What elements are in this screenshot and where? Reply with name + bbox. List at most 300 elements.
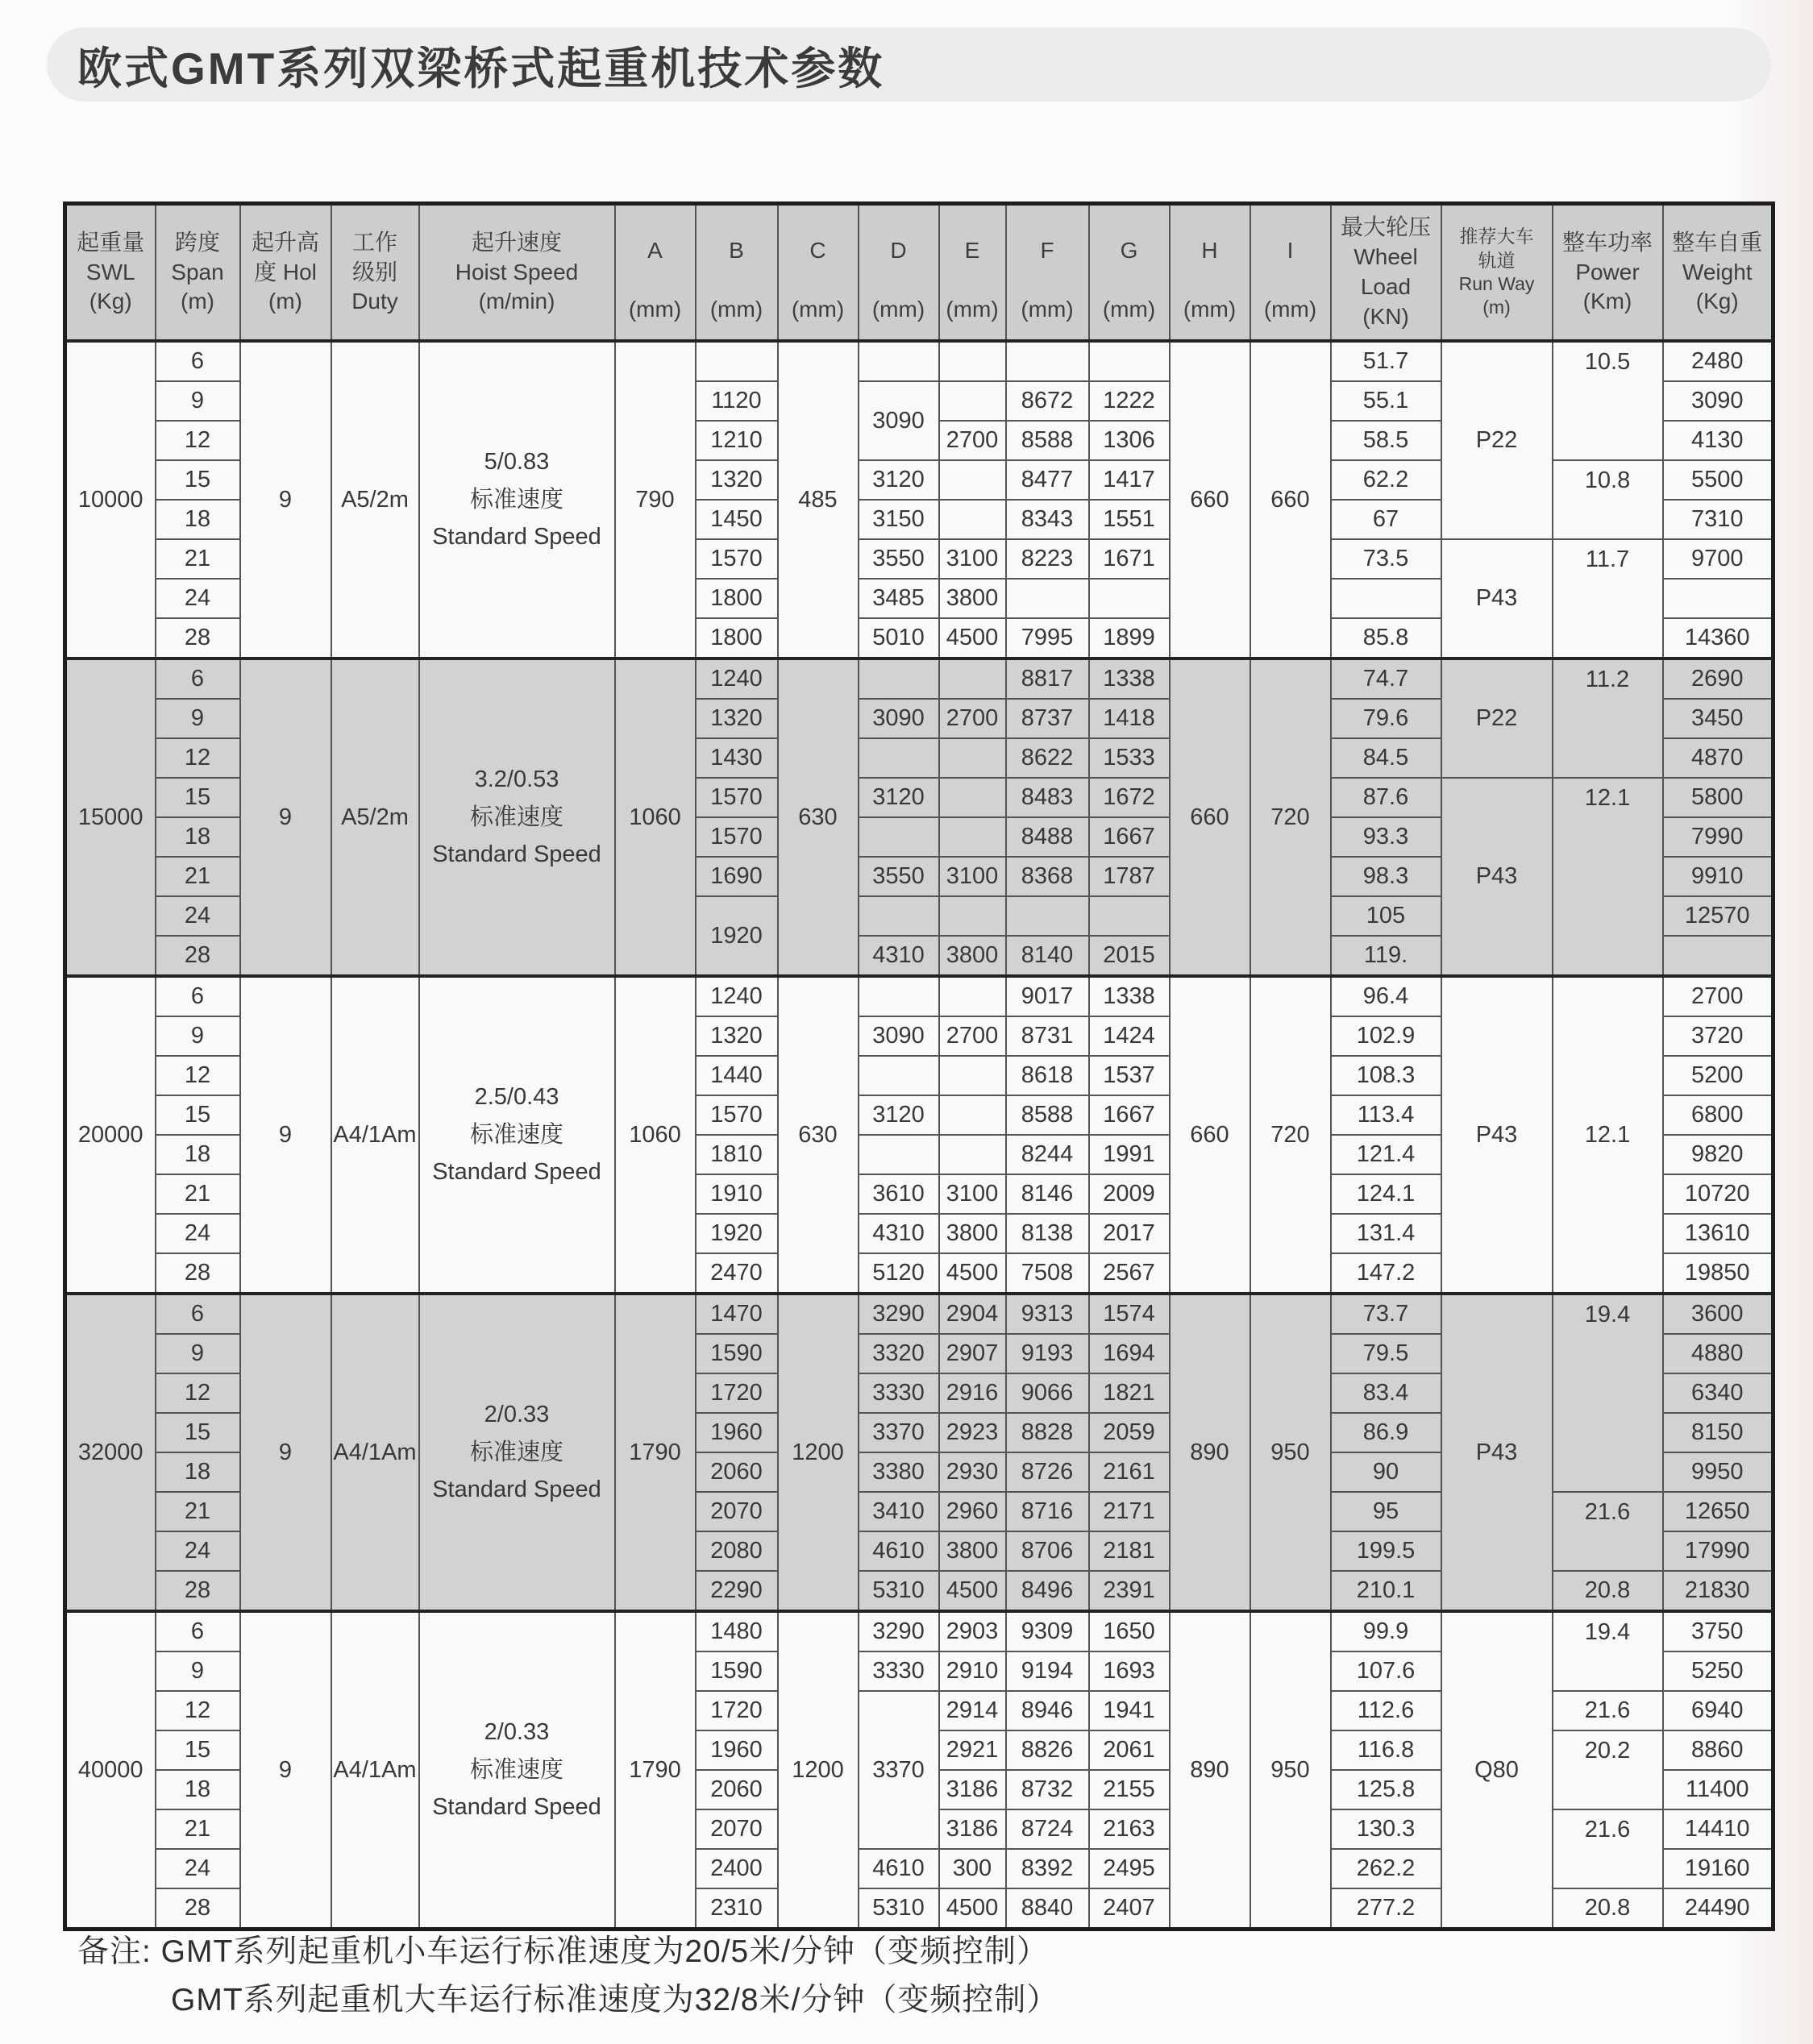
cell-power: 10.5 — [1553, 341, 1663, 460]
cell-spans: 12 — [156, 738, 240, 778]
cell-power: 19.4 — [1553, 1294, 1663, 1492]
cell-d: 3090 — [859, 699, 939, 738]
cell-d — [859, 1056, 939, 1095]
cell-wheel: 79.5 — [1331, 1334, 1441, 1373]
header-a: A (mm) — [615, 204, 696, 342]
cell-g: 2059 — [1089, 1413, 1170, 1452]
cell-wheel: 95 — [1331, 1492, 1441, 1531]
cell-wheel: 96.4 — [1331, 976, 1441, 1016]
cell-power: 21.6 — [1553, 1809, 1663, 1888]
cell-h: 890 — [1170, 1611, 1250, 1930]
cell-h: 660 — [1170, 976, 1250, 1294]
cell-wheel: 73.7 — [1331, 1294, 1441, 1334]
cell-g: 2017 — [1089, 1214, 1170, 1253]
cell-power: 12.1 — [1553, 976, 1663, 1294]
cell-f: 8716 — [1006, 1492, 1089, 1531]
cell-g: 1537 — [1089, 1056, 1170, 1095]
cell-power: 10.8 — [1553, 460, 1663, 539]
cell-e — [939, 500, 1006, 539]
cell-wheel: 121.4 — [1331, 1135, 1441, 1174]
cell-power: 12.1 — [1553, 778, 1663, 976]
cell-wheel: 62.2 — [1331, 460, 1441, 500]
cell-g — [1089, 341, 1170, 381]
cell-spans: 12 — [156, 1691, 240, 1730]
cell-b: 2060 — [696, 1770, 778, 1809]
cell-e: 2916 — [939, 1373, 1006, 1413]
cell-f: 8828 — [1006, 1413, 1089, 1452]
cell-a: 1790 — [615, 1611, 696, 1930]
cell-f: 8840 — [1006, 1888, 1089, 1930]
cell-f: 8731 — [1006, 1016, 1089, 1056]
cell-weight: 9820 — [1663, 1135, 1773, 1174]
cell-swl: 10000 — [65, 341, 156, 658]
cell-g: 1338 — [1089, 658, 1170, 699]
cell-weight: 2700 — [1663, 976, 1773, 1016]
cell-spans: 18 — [156, 1135, 240, 1174]
cell-wheel: 124.1 — [1331, 1174, 1441, 1214]
cell-spans: 12 — [156, 1056, 240, 1095]
cell-weight: 11400 — [1663, 1770, 1773, 1809]
cell-power: 11.2 — [1553, 658, 1663, 778]
cell-weight: 14360 — [1663, 618, 1773, 658]
header-run-way: 推荐大车 轨道 Run Way (m) — [1441, 204, 1553, 342]
cell-e — [939, 1056, 1006, 1095]
cell-weight: 2690 — [1663, 658, 1773, 699]
cell-b: 1120 — [696, 381, 778, 421]
cell-e: 2914 — [939, 1691, 1006, 1730]
cell-e: 3186 — [939, 1770, 1006, 1809]
cell-weight: 5800 — [1663, 778, 1773, 817]
cell-d: 3550 — [859, 857, 939, 896]
cell-b: 1720 — [696, 1691, 778, 1730]
cell-f: 8732 — [1006, 1770, 1089, 1809]
cell-b: 2470 — [696, 1253, 778, 1294]
cell-d: 5010 — [859, 618, 939, 658]
cell-e — [939, 341, 1006, 381]
cell-e: 3100 — [939, 1174, 1006, 1214]
group-20000 — [65, 976, 1773, 1294]
cell-d: 3120 — [859, 778, 939, 817]
title-bar — [47, 27, 1771, 102]
cell-b: 1800 — [696, 618, 778, 658]
cell-weight: 2480 — [1663, 341, 1773, 381]
cell-d — [859, 738, 939, 778]
cell-b: 1570 — [696, 778, 778, 817]
header-d: D (mm) — [859, 204, 939, 342]
page-title: 欧式GMT系列双梁桥式起重机技术参数 — [77, 43, 885, 93]
cell-wheel: 125.8 — [1331, 1770, 1441, 1809]
cell-spans: 6 — [156, 341, 240, 381]
cell-d: 3330 — [859, 1373, 939, 1413]
cell-spans: 24 — [156, 896, 240, 936]
cell-g: 2567 — [1089, 1253, 1170, 1294]
cell-b: 1450 — [696, 500, 778, 539]
cell-weight: 10720 — [1663, 1174, 1773, 1214]
cell-h: 660 — [1170, 341, 1250, 658]
cell-b: 1920 — [696, 896, 778, 976]
header-wheel-load: 最大轮压 Wheel Load (KN) — [1331, 204, 1441, 342]
row-span-6 — [65, 1294, 1773, 1334]
cell-f: 8140 — [1006, 936, 1089, 976]
cell-e: 2921 — [939, 1730, 1006, 1770]
cell-c: 1200 — [778, 1611, 859, 1930]
cell-spans: 15 — [156, 1095, 240, 1135]
cell-spans: 6 — [156, 658, 240, 699]
cell-f: 7995 — [1006, 618, 1089, 658]
cell-e — [939, 976, 1006, 1016]
cell-f: 9193 — [1006, 1334, 1089, 1373]
cell-weight: 14410 — [1663, 1809, 1773, 1849]
cell-spans: 28 — [156, 936, 240, 976]
cell-e — [939, 738, 1006, 778]
cell-g: 1821 — [1089, 1373, 1170, 1413]
cell-f: 8483 — [1006, 778, 1089, 817]
cell-b: 1910 — [696, 1174, 778, 1214]
header-weight: 整车自重 Weight (Kg) — [1663, 204, 1773, 342]
cell-e — [939, 381, 1006, 421]
cell-spans: 15 — [156, 1730, 240, 1770]
cell-weight: 19850 — [1663, 1253, 1773, 1294]
cell-duty: A5/2m — [331, 658, 419, 976]
cell-d: 3150 — [859, 500, 939, 539]
cell-e: 4500 — [939, 1253, 1006, 1294]
cell-g: 2495 — [1089, 1849, 1170, 1888]
cell-spans: 18 — [156, 1452, 240, 1492]
cell-e: 2960 — [939, 1492, 1006, 1531]
cell-d: 3090 — [859, 381, 939, 460]
row-span-6 — [65, 658, 1773, 699]
cell-weight: 8150 — [1663, 1413, 1773, 1452]
header-g: G (mm) — [1089, 204, 1170, 342]
cell-wheel: 131.4 — [1331, 1214, 1441, 1253]
cell-weight: 4880 — [1663, 1334, 1773, 1373]
cell-spans: 6 — [156, 976, 240, 1016]
cell-a: 1060 — [615, 658, 696, 976]
cell-speed: 2.5/0.43 标准速度 Standard Speed — [419, 976, 615, 1294]
cell-weight — [1663, 936, 1773, 976]
cell-i: 950 — [1250, 1611, 1331, 1930]
cell-d: 4610 — [859, 1531, 939, 1571]
cell-weight — [1663, 579, 1773, 618]
cell-b: 1810 — [696, 1135, 778, 1174]
cell-g: 1306 — [1089, 421, 1170, 460]
cell-speed: 2/0.33 标准速度 Standard Speed — [419, 1294, 615, 1611]
cell-b: 1960 — [696, 1413, 778, 1452]
table-header — [65, 204, 1773, 342]
cell-b: 1570 — [696, 817, 778, 857]
cell-hol: 9 — [240, 1611, 331, 1930]
cell-weight: 5200 — [1663, 1056, 1773, 1095]
cell-g — [1089, 896, 1170, 936]
cell-d: 3380 — [859, 1452, 939, 1492]
cell-d: 5310 — [859, 1571, 939, 1611]
cell-i: 950 — [1250, 1294, 1331, 1611]
cell-runway: Q80 — [1441, 1611, 1553, 1930]
cell-wheel: 79.6 — [1331, 699, 1441, 738]
cell-spans: 9 — [156, 699, 240, 738]
cell-d — [859, 658, 939, 699]
cell-f: 8826 — [1006, 1730, 1089, 1770]
cell-spans: 9 — [156, 1334, 240, 1373]
cell-f: 8488 — [1006, 817, 1089, 857]
cell-hol: 9 — [240, 1294, 331, 1611]
cell-c: 630 — [778, 658, 859, 976]
cell-d: 3550 — [859, 539, 939, 579]
header-duty: 工作 级别 Duty — [331, 204, 419, 342]
cell-hol: 9 — [240, 341, 331, 658]
row-span-6 — [65, 976, 1773, 1016]
cell-e: 2700 — [939, 699, 1006, 738]
cell-e — [939, 460, 1006, 500]
cell-power: 20.8 — [1553, 1888, 1663, 1930]
header-b: B (mm) — [696, 204, 778, 342]
cell-f: 8817 — [1006, 658, 1089, 699]
cell-wheel: 147.2 — [1331, 1253, 1441, 1294]
cell-runway: P22 — [1441, 658, 1553, 778]
cell-g: 1424 — [1089, 1016, 1170, 1056]
cell-f: 8138 — [1006, 1214, 1089, 1253]
cell-f: 8477 — [1006, 460, 1089, 500]
cell-e — [939, 658, 1006, 699]
cell-hol: 9 — [240, 976, 331, 1294]
cell-d: 4310 — [859, 1214, 939, 1253]
cell-spans: 28 — [156, 1253, 240, 1294]
cell-f: 8496 — [1006, 1571, 1089, 1611]
header-h: H (mm) — [1170, 204, 1250, 342]
cell-weight: 6800 — [1663, 1095, 1773, 1135]
cell-g: 2015 — [1089, 936, 1170, 976]
cell-power: 19.4 — [1553, 1611, 1663, 1691]
cell-d — [859, 896, 939, 936]
cell-e: 2903 — [939, 1611, 1006, 1651]
cell-g: 1991 — [1089, 1135, 1170, 1174]
cell-e — [939, 817, 1006, 857]
cell-e: 2930 — [939, 1452, 1006, 1492]
cell-e: 3800 — [939, 1214, 1006, 1253]
cell-h: 660 — [1170, 658, 1250, 976]
cell-weight: 7310 — [1663, 500, 1773, 539]
cell-d: 3610 — [859, 1174, 939, 1214]
cell-d: 3370 — [859, 1691, 939, 1849]
header-span: 跨度 Span (m) — [156, 204, 240, 342]
cell-duty: A4/1Am — [331, 1294, 419, 1611]
cell-f: 8946 — [1006, 1691, 1089, 1730]
cell-b: 2070 — [696, 1492, 778, 1531]
cell-b: 2310 — [696, 1888, 778, 1930]
cell-e: 4500 — [939, 1888, 1006, 1930]
cell-weight: 9700 — [1663, 539, 1773, 579]
cell-b: 1320 — [696, 1016, 778, 1056]
cell-weight: 3720 — [1663, 1016, 1773, 1056]
cell-f: 8392 — [1006, 1849, 1089, 1888]
cell-b: 1800 — [696, 579, 778, 618]
cell-wheel: 102.9 — [1331, 1016, 1441, 1056]
cell-spans: 21 — [156, 1492, 240, 1531]
cell-spans: 28 — [156, 1571, 240, 1611]
cell-d: 3120 — [859, 1095, 939, 1135]
cell-wheel: 116.8 — [1331, 1730, 1441, 1770]
cell-b: 1570 — [696, 1095, 778, 1135]
cell-wheel: 85.8 — [1331, 618, 1441, 658]
cell-f: 8223 — [1006, 539, 1089, 579]
cell-speed: 2/0.33 标准速度 Standard Speed — [419, 1611, 615, 1930]
header-hoist-speed: 起升速度 Hoist Speed (m/min) — [419, 204, 615, 342]
cell-spans: 18 — [156, 1770, 240, 1809]
cell-f — [1006, 341, 1089, 381]
cell-f: 8622 — [1006, 738, 1089, 778]
cell-wheel: 99.9 — [1331, 1611, 1441, 1651]
cell-b — [696, 341, 778, 381]
cell-d: 3290 — [859, 1294, 939, 1334]
cell-weight: 12570 — [1663, 896, 1773, 936]
cell-d — [859, 976, 939, 1016]
cell-spans: 28 — [156, 1888, 240, 1930]
cell-b: 1720 — [696, 1373, 778, 1413]
cell-e: 2910 — [939, 1651, 1006, 1691]
cell-weight: 9950 — [1663, 1452, 1773, 1492]
cell-f: 8672 — [1006, 381, 1089, 421]
cell-g: 2061 — [1089, 1730, 1170, 1770]
cell-b: 1570 — [696, 539, 778, 579]
cell-f: 8244 — [1006, 1135, 1089, 1174]
cell-d: 3410 — [859, 1492, 939, 1531]
cell-weight: 9910 — [1663, 857, 1773, 896]
header-power: 整车功率 Power (Km) — [1553, 204, 1663, 342]
cell-wheel: 108.3 — [1331, 1056, 1441, 1095]
cell-b: 1590 — [696, 1651, 778, 1691]
cell-b: 1320 — [696, 460, 778, 500]
cell-power: 21.6 — [1553, 1691, 1663, 1730]
cell-f: 8724 — [1006, 1809, 1089, 1849]
cell-b: 1240 — [696, 976, 778, 1016]
cell-d — [859, 1135, 939, 1174]
header-e: E (mm) — [939, 204, 1006, 342]
cell-swl: 20000 — [65, 976, 156, 1294]
cell-e: 3800 — [939, 579, 1006, 618]
cell-g: 1551 — [1089, 500, 1170, 539]
cell-h: 890 — [1170, 1294, 1250, 1611]
cell-g: 1693 — [1089, 1651, 1170, 1691]
cell-f: 8588 — [1006, 1095, 1089, 1135]
cell-c: 630 — [778, 976, 859, 1294]
cell-g: 1694 — [1089, 1334, 1170, 1373]
cell-spans: 21 — [156, 1809, 240, 1849]
cell-f — [1006, 579, 1089, 618]
cell-f: 8618 — [1006, 1056, 1089, 1095]
cell-g: 1338 — [1089, 976, 1170, 1016]
cell-wheel: 98.3 — [1331, 857, 1441, 896]
cell-b: 2400 — [696, 1849, 778, 1888]
cell-spans: 6 — [156, 1611, 240, 1651]
cell-e: 2904 — [939, 1294, 1006, 1334]
cell-f: 8343 — [1006, 500, 1089, 539]
cell-c: 485 — [778, 341, 859, 658]
cell-weight: 3450 — [1663, 699, 1773, 738]
cell-weight: 3600 — [1663, 1294, 1773, 1334]
cell-b: 1210 — [696, 421, 778, 460]
cell-weight: 13610 — [1663, 1214, 1773, 1253]
cell-a: 790 — [615, 341, 696, 658]
cell-f: 8726 — [1006, 1452, 1089, 1492]
cell-d: 4310 — [859, 936, 939, 976]
cell-d: 3330 — [859, 1651, 939, 1691]
group-32000 — [65, 1294, 1773, 1611]
cell-weight: 6940 — [1663, 1691, 1773, 1730]
cell-spans: 24 — [156, 1214, 240, 1253]
row-span-6 — [65, 341, 1773, 381]
cell-g: 2181 — [1089, 1531, 1170, 1571]
cell-c: 1200 — [778, 1294, 859, 1611]
cell-wheel: 67 — [1331, 500, 1441, 539]
cell-d: 4610 — [859, 1849, 939, 1888]
cell-b: 1240 — [696, 658, 778, 699]
cell-e: 3800 — [939, 936, 1006, 976]
cell-weight: 24490 — [1663, 1888, 1773, 1930]
cell-spans: 24 — [156, 579, 240, 618]
cell-e: 3186 — [939, 1809, 1006, 1849]
cell-f: 8146 — [1006, 1174, 1089, 1214]
cell-f: 8368 — [1006, 857, 1089, 896]
cell-weight: 4870 — [1663, 738, 1773, 778]
cell-f: 9309 — [1006, 1611, 1089, 1651]
cell-b: 1920 — [696, 1214, 778, 1253]
cell-e: 3800 — [939, 1531, 1006, 1571]
cell-e — [939, 896, 1006, 936]
cell-wheel: 55.1 — [1331, 381, 1441, 421]
header-c: C (mm) — [778, 204, 859, 342]
cell-d — [859, 341, 939, 381]
cell-e: 4500 — [939, 618, 1006, 658]
cell-spans: 18 — [156, 500, 240, 539]
cell-e: 2923 — [939, 1413, 1006, 1452]
cell-wheel: 83.4 — [1331, 1373, 1441, 1413]
cell-power: 20.2 — [1553, 1730, 1663, 1809]
header-swl: 起重量 SWL (Kg) — [65, 204, 156, 342]
cell-f: 7508 — [1006, 1253, 1089, 1294]
cell-d: 3320 — [859, 1334, 939, 1373]
cell-a: 1790 — [615, 1294, 696, 1611]
cell-spans: 24 — [156, 1849, 240, 1888]
header-hol: 起升高 度 Hol (m) — [240, 204, 331, 342]
group-10000 — [65, 341, 1773, 658]
cell-g: 1533 — [1089, 738, 1170, 778]
cell-b: 2290 — [696, 1571, 778, 1611]
cell-b: 1430 — [696, 738, 778, 778]
cell-swl: 40000 — [65, 1611, 156, 1930]
cell-i: 660 — [1250, 341, 1331, 658]
cell-runway: P43 — [1441, 1294, 1553, 1611]
cell-wheel: 262.2 — [1331, 1849, 1441, 1888]
cell-g: 1667 — [1089, 817, 1170, 857]
cell-g: 1941 — [1089, 1691, 1170, 1730]
cell-d: 3485 — [859, 579, 939, 618]
cell-d — [859, 817, 939, 857]
cell-wheel: 84.5 — [1331, 738, 1441, 778]
cell-weight: 8860 — [1663, 1730, 1773, 1770]
cell-d: 3290 — [859, 1611, 939, 1651]
cell-e — [939, 1095, 1006, 1135]
cell-g: 1787 — [1089, 857, 1170, 896]
cell-g: 2155 — [1089, 1770, 1170, 1809]
cell-b: 2060 — [696, 1452, 778, 1492]
cell-b: 1690 — [696, 857, 778, 896]
cell-g: 2407 — [1089, 1888, 1170, 1930]
footnotes — [77, 1928, 1058, 2025]
cell-b: 2080 — [696, 1531, 778, 1571]
cell-spans: 9 — [156, 1651, 240, 1691]
cell-weight: 17990 — [1663, 1531, 1773, 1571]
cell-g: 2009 — [1089, 1174, 1170, 1214]
